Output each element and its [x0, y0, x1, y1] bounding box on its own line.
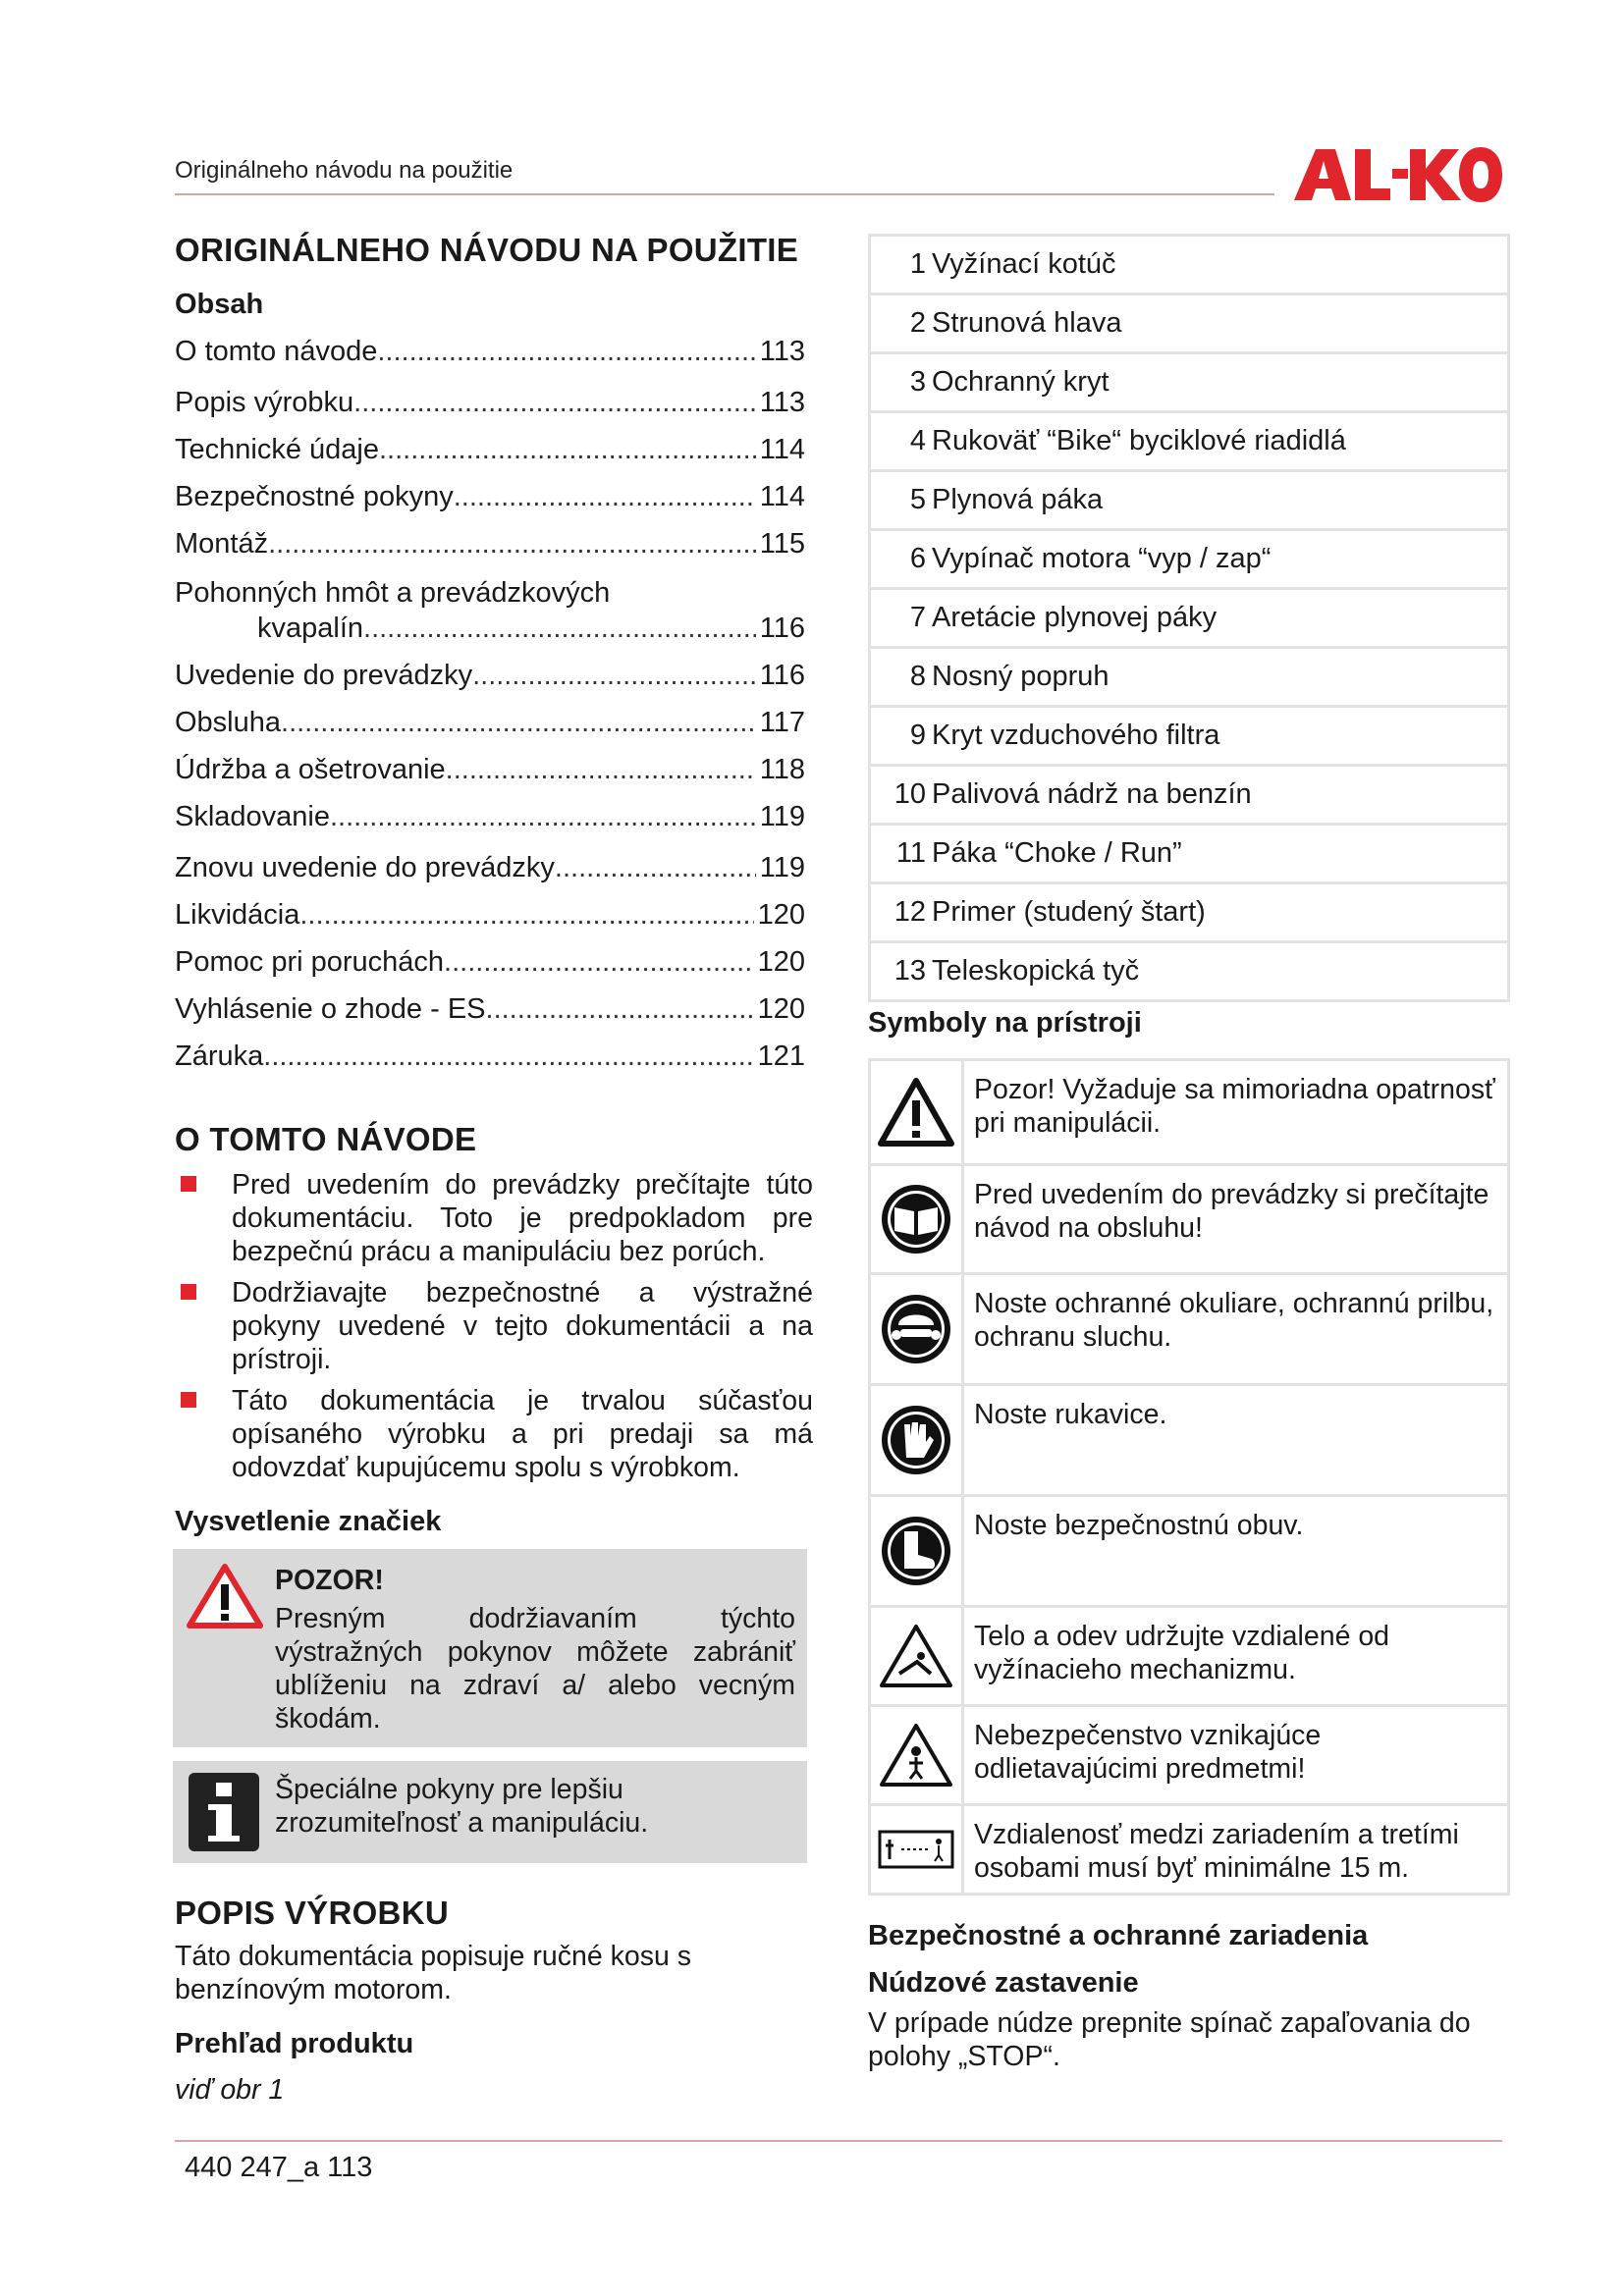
toc-row[interactable]: Likvidácia ..... 120: [175, 897, 805, 933]
toc-row[interactable]: Technické údaje ..... 114: [175, 432, 805, 467]
toc-row[interactable]: Uvedenie do prevádzky ..... 116: [175, 658, 805, 693]
table-row: Vzdialenosť medzi zariadením a tretími osobami musí byť minimálne 15 m.: [871, 1806, 1507, 1893]
warning-title: POZOR!: [275, 1565, 384, 1596]
table-row: Nebezpečenstvo vznikajúce odlietavajúcimi predmetmi!: [871, 1707, 1507, 1806]
toc-row-label[interactable]: Pohonných hmôt a prevádzkových: [175, 577, 611, 609]
table-row: 6 Vypínač motora “vyp / zap“: [871, 531, 1507, 590]
distance-icon: [878, 1830, 954, 1869]
protective-gear-icon: [879, 1292, 953, 1366]
table-row: Noste bezpečnostnú obuv.: [871, 1497, 1507, 1608]
toc-row[interactable]: kvapalín ..... 116: [257, 611, 805, 646]
toc-row[interactable]: Bezpečnostné pokyny ..... 114: [175, 479, 805, 514]
footer-page-number: 440 247_a 113: [185, 2152, 373, 2183]
warning-box: [173, 1549, 807, 1747]
gloves-icon: [879, 1403, 953, 1477]
info-text: Špeciálne pokyny pre lepšiu zrozumiteľnosť a manipuláciu.: [275, 1774, 649, 1839]
bullet-square-icon: [181, 1176, 196, 1192]
list-item: Pred uvedením do prevádzky prečítajte túto dokumentáciu. Toto je predpokladom pre bezpečnú prácu a manipuláciu bez porúch.: [175, 1168, 813, 1268]
list-item: Táto dokumentácia je trvalou súčasťou opísaného výrobku a pri predaji sa má odovzdať kupujúcemu spolu s výrobkom.: [175, 1384, 813, 1484]
bullet-square-icon: [181, 1284, 196, 1300]
toc-row[interactable]: Vyhlásenie o zhode - ES ..... 120: [175, 991, 805, 1027]
table-row: Pred uvedením do prevádzky si prečítajte návod na obsluhu!: [871, 1166, 1507, 1275]
product-text: Táto dokumentácia popisuje ručné kosu s benzínovým motorom.: [175, 1941, 691, 2005]
table-row: 10 Palivová nádrž na benzín: [871, 767, 1507, 826]
table-row: 4 Rukoväť “Bike“ byciklové riadidlá: [871, 413, 1507, 472]
table-row: Pozor! Vyžaduje sa mimoriadna opatrnosť pri manipulácii.: [871, 1061, 1507, 1166]
warning-triangle-icon: [187, 1563, 263, 1629]
table-row: 7 Aretácie plynovej páky: [871, 590, 1507, 649]
toc-row[interactable]: Skladovanie ..... 119: [175, 799, 805, 834]
toc-heading: Obsah: [175, 289, 264, 320]
emergency-text: V prípade núdze prepnite spínač zapaľovania do polohy „STOP“.: [868, 2007, 1471, 2072]
footer-divider: [175, 2140, 1502, 2142]
cutting-hazard-icon: [878, 1623, 954, 1689]
header-divider: [175, 193, 1274, 195]
header-title: Originálneho návodu na použitie: [175, 157, 514, 184]
toc-row[interactable]: Popis výrobku ..... 113: [175, 385, 805, 420]
warning-triangle-icon: [877, 1077, 955, 1148]
toc-row[interactable]: O tomto návode ..... 113: [175, 334, 805, 369]
toc-row[interactable]: Znovu uvedenie do prevádzky ..... 119: [175, 850, 805, 885]
product-heading: POPIS VÝROBKU: [175, 1895, 449, 1931]
toc-row[interactable]: Záruka ..... 121: [175, 1039, 805, 1074]
safety-boots-icon: [879, 1514, 953, 1588]
symbols-table: [868, 1058, 1510, 1896]
table-row: 11 Páka “Choke / Run”: [871, 826, 1507, 884]
parts-list: [868, 234, 1510, 1002]
info-box: [173, 1761, 807, 1863]
toc-row[interactable]: Údržba a ošetrovanie ..... 118: [175, 752, 805, 787]
warning-text: Presným dodržiavaním týchto výstražných pokynov môžete zabrániť ublíženiu na zdraví a/ alebo vecným škodám.: [275, 1603, 795, 1735]
table-row: 8 Nosný popruh: [871, 649, 1507, 708]
bullet-square-icon: [181, 1392, 196, 1408]
table-row: 1 Vyžínací kotúč: [871, 237, 1507, 295]
read-manual-icon: [879, 1182, 953, 1256]
toc-row[interactable]: Montáž ..... 115: [175, 526, 805, 561]
symbols-heading: Symboly na prístroji: [868, 1007, 1142, 1039]
table-row: 13 Teleskopická tyč: [893, 955, 1140, 987]
overview-heading: Prehľad produktu: [175, 2028, 414, 2059]
table-row: Noste ochranné okuliare, ochrannú prilbu, ochranu sluchu.: [871, 1275, 1507, 1386]
table-row: 2 Strunová hlava: [871, 295, 1507, 354]
flying-objects-icon: [878, 1722, 954, 1789]
list-item: Dodržiavajte bezpečnostné a výstražné pokyny uvedené v tejto dokumentácii a na prístroji.: [175, 1276, 813, 1376]
table-row: Noste rukavice.: [871, 1386, 1507, 1497]
main-title: ORIGINÁLNEHO NÁVODU NA POUŽITIE: [175, 232, 799, 268]
info-icon: [189, 1773, 259, 1851]
toc-row[interactable]: Pomoc pri poruchách ..... 120: [175, 944, 805, 980]
table-row: 9 Kryt vzduchového filtra: [871, 708, 1507, 767]
table-row: 3 Ochranný kryt: [871, 354, 1507, 413]
table-row: Telo a odev udržujte vzdialené od vyžínacieho mechanizmu.: [871, 1608, 1507, 1707]
about-heading: O TOMTO NÁVODE: [175, 1121, 477, 1157]
table-row: 12 Primer (studený štart): [871, 884, 1507, 943]
toc-row[interactable]: Obsluha ..... 117: [175, 705, 805, 740]
alko-logo: [1292, 143, 1502, 204]
signs-heading: Vysvetlenie značiek: [175, 1506, 442, 1537]
safety-heading: Bezpečnostné a ochranné zariadenia: [868, 1920, 1369, 1951]
table-row: 5 Plynová páka: [871, 472, 1507, 531]
overview-reference: viď obr 1: [175, 2074, 285, 2106]
emergency-heading: Núdzové zastavenie: [868, 1967, 1139, 1999]
